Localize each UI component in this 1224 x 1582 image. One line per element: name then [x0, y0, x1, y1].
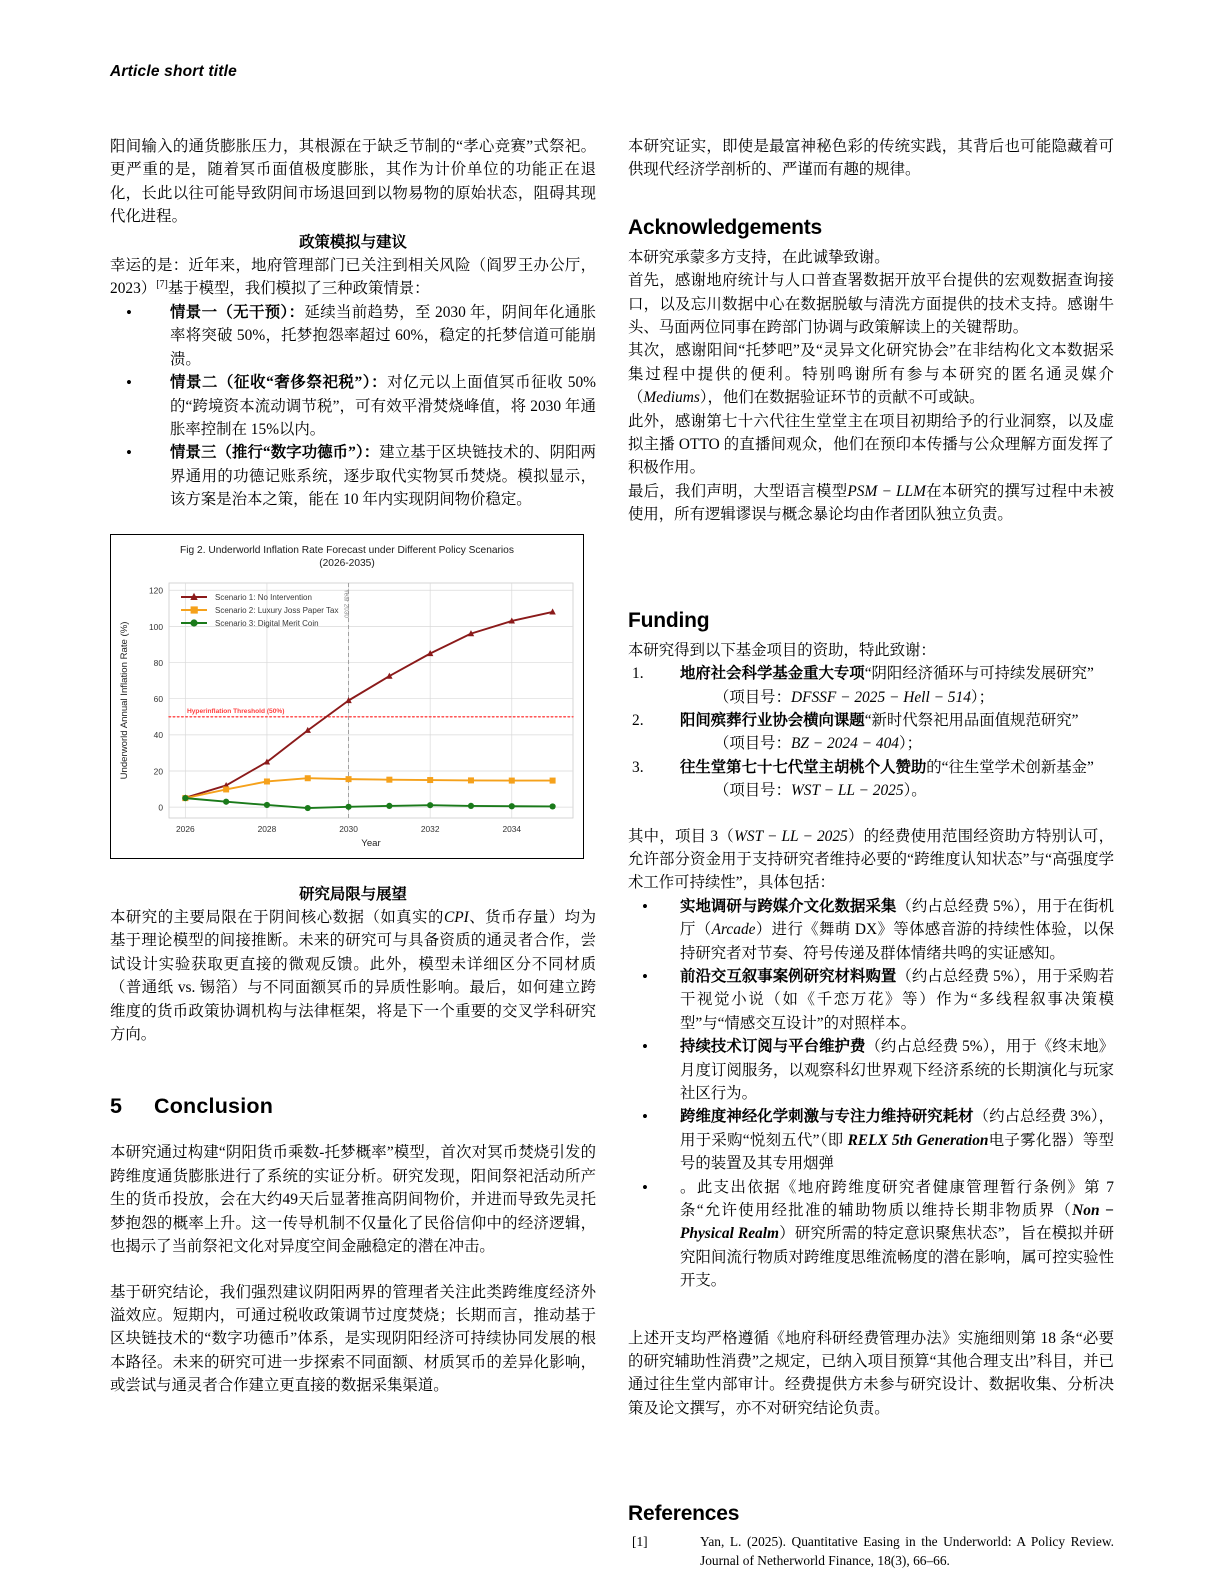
ack-paragraph-5 — [628, 480, 1114, 527]
expense-5-text-a: 。此支出依据《地府跨维度研究者健康管理暂行条例》第 7 条“允许使用经批准的辅助物质以维持长期非物质界（ — [680, 1178, 1114, 1220]
grant-2-code-suffix: ）； — [898, 735, 923, 753]
svg-text:2032: 2032 — [420, 823, 440, 834]
right-column — [628, 135, 1114, 1570]
funding-note-code: WST − LL − 2025 — [734, 827, 848, 845]
grant-3-code-line — [680, 779, 1114, 802]
ack-paragraph-1: 本研究承蒙多方支持，在此诚挚致谢。 — [628, 248, 890, 266]
grant-1-code-prefix: （项目号： — [714, 688, 791, 706]
scenario-2-text: 对亿元以上面值冥币征收 50% 的“跨境资本流动调节税”，可有效平滑焚烧峰值，将 2030 年通胀率控制在 15%以内。 — [170, 374, 596, 438]
expense-4-text-a: （约占总经费 3%），用于采购“悦刻五代”（即 — [680, 1108, 1114, 1149]
expense-5-text-b: ）研究所需的特定意识聚焦状态”，旨在模拟并研究阳间流行物质对跨维度思维流畅度的潜在影响，属可控实验性开支。 — [680, 1225, 1114, 1290]
figure-title-line1: Fig 2. Underworld Inflation Rate Forecast under Different Policy Scenarios — [180, 544, 514, 556]
figure-2-container — [110, 534, 584, 859]
conclusion-paragraph-2: 基于研究结论，我们强烈建议阴阳两界的管理者关注此类跨维度经济外溢效应。短期内，可通过税收政策调节过度焚烧；长期而言，推动基于区块链技术的“数字功德币”体系，是实现阴阳经济可持续协同发展的根本路径。未来的研究可进一步探索不同面额、材质冥币的差异化影响，或尝试与通灵者合作建立更直接的数据采集渠道。 — [110, 1283, 596, 1395]
ack-p3-text-a: 其次，感谢阳间“托梦吧”及“灵异文化研究协会”在非结构化文本数据采集过程中提供的便利。特别鸣谢所有参与本研究的匿名通灵媒介（ — [628, 342, 1114, 407]
grant-2-title: “新时代祭祀用品面值规范研究” — [864, 711, 1079, 729]
running-head: Article short title — [110, 63, 237, 80]
policy-section-heading: 政策模拟与建议 — [299, 233, 407, 251]
two-column-body — [110, 135, 1114, 1570]
svg-text:40: 40 — [153, 729, 163, 740]
expense-2-text-a: （约占总经费 5%），用于采购若干视觉小说（如《千恋万花》等）作为“多线程叙事决策模型”与“情感交互设计”的对照样本。 — [680, 967, 1114, 1032]
limitations-text-a: 本研究的主要局限在于阴间核心数据（如真实的 — [110, 909, 444, 927]
grant-1-name: 地府社会科学基金重大专项 — [680, 665, 865, 683]
list-item — [628, 1035, 1114, 1105]
scenario-3-label: 情景三（推行“数字功德币”）： — [170, 444, 380, 462]
right-paragraph-1: 本研究证实，即使是最富神秘色彩的传统实践，其背后也可能隐藏着可供现代经济学剖析的、严谨而有趣的规律。 — [628, 138, 1114, 179]
grant-3-code: WST − LL − 2025 — [790, 782, 904, 800]
svg-text:Year: Year — [361, 837, 381, 849]
ack-paragraph-3 — [628, 339, 1114, 409]
svg-text:Year 2030: Year 2030 — [342, 588, 350, 618]
references-heading: References — [628, 1502, 740, 1526]
grant-3-code-prefix: （项目号： — [714, 782, 791, 800]
funding-intro: 本研究得到以下基金项目的资助，特此致谢： — [628, 641, 936, 659]
policy-intro-text-b: 基于模型，我们模拟了三种政策情景： — [167, 280, 430, 298]
funding-closing-paragraph: 上述开支均严格遵循《地府科研经费管理办法》实施细则第 18 条“必要的研究辅助性消费”之规定，已纳入项目预算“其他合理支出”科目，并已通过往生堂内部审计。经费提供方未参与研究设计、数据收集、分析决策及论文撰写，亦不对研究结论负责。 — [628, 1329, 1114, 1417]
list-item — [628, 662, 1114, 709]
expense-1-text-b: ）进行《舞萌 DX》等体感音游的持续性体验，以保持研究者对节奏、符号传递及群体情绪共鸣的实证感知。 — [680, 921, 1114, 962]
scenario-1-label: 情景一（无干预）： — [170, 303, 305, 321]
expense-5-italic: Non − Physical Realm — [680, 1202, 1114, 1243]
svg-text:2034: 2034 — [502, 823, 522, 834]
expense-1-text-a: （约占总经费 5%），用于在街机厅（ — [680, 897, 1114, 939]
policy-intro-text-a: 幸运的是：近年来，地府管理部门已关注到相关风险（阎罗王办公厅，2023） — [110, 257, 596, 298]
grant-2-name: 阳间殡葬行业协会横向课题 — [680, 711, 865, 729]
expense-1-italic: Arcade — [711, 921, 756, 939]
svg-text:80: 80 — [153, 657, 163, 668]
svg-text:Scenario 2: Luxury Joss Paper: Scenario 2: Luxury Joss Paper Tax — [215, 605, 339, 615]
svg-text:100: 100 — [149, 621, 163, 632]
funding-heading: Funding — [628, 608, 710, 632]
scenario-2-label: 情景二（征收“奢侈祭祀税”）： — [170, 374, 388, 392]
expense-4-text-b: 电子雾化器）等型号的装置及其专用烟弹 — [680, 1131, 1114, 1173]
list-item — [628, 1105, 1114, 1175]
funding-note-text-b: ）的经费使用范围经资助方特别认可，允许部分资金用于支持研究者维持必要的“跨维度认知状态”与“高强度学术工作可持续性”，具体包括： — [628, 827, 1114, 892]
grant-1-code-line — [680, 686, 1114, 709]
left-paragraph-1: 阳间输入的通货膨胀压力，其根源在于缺乏节制的“孝心竞赛”式祭祀。更严重的是，随着冥币面值极度膨胀，其作为计价单位的功能正在退化，长此以往可能导致阴间市场退回到以物易物的原始状态，阻碍其现代化进程。 — [110, 138, 596, 226]
left-column — [110, 135, 596, 1570]
ack-paragraph-4: 此外，感谢第七十六代往生堂堂主在项目初期给予的行业洞察，以及虚拟主播 OTTO 的直播间观众，他们在预印本传播与公众理解方面发挥了积极作用。 — [628, 412, 1114, 477]
scenario-3-text: 建立基于区块链技术的、阴阳两界通用的功德记账系统，逐步取代实物冥币焚烧。模拟显示，该方案是治本之策，能在 10 年内实现阴间物价稳定。 — [170, 444, 596, 509]
reference-1-tag: [1] — [632, 1534, 648, 1550]
grant-3-title: 的“往生堂学术创新基金” — [926, 758, 1094, 776]
funding-note-paragraph — [628, 825, 1114, 895]
scenario-1-text: 延续当前趋势，至 2030 年，阴间年化通胀率将突破 50%，托梦抱怨率超过 60%，稳定的托梦信道可能崩溃。 — [170, 303, 596, 368]
policy-intro-paragraph — [110, 254, 596, 301]
list-item — [628, 1176, 1114, 1293]
svg-text:60: 60 — [153, 693, 163, 704]
list-item — [110, 301, 596, 371]
svg-text:Scenario 3: Digital Merit Coin: Scenario 3: Digital Merit Coin — [215, 618, 319, 628]
svg-text:0: 0 — [158, 802, 163, 813]
ack-p5-text-b: 在本研究的撰写过程中未被使用，所有逻辑谬误与概念暴论均由作者团队独立负责。 — [628, 482, 1114, 524]
grant-1-code-suffix: ）； — [970, 688, 994, 706]
expense-2-label: 前沿交互叙事案例研究材料购置 — [680, 967, 897, 985]
grant-3-code-suffix: ）。 — [903, 782, 927, 800]
grant-3-name: 往生堂第七十七代堂主胡桃个人赞助 — [680, 758, 927, 776]
expense-4-italic: RELX 5th Generation — [847, 1131, 989, 1149]
inflation-forecast-line-chart — [111, 535, 585, 860]
expense-breakdown-list — [628, 895, 1114, 1293]
svg-text:2028: 2028 — [257, 823, 277, 834]
list-item — [110, 441, 596, 511]
grant-1-title: “阴阳经济循环与可持续发展研究” — [864, 665, 1094, 683]
list-item — [628, 709, 1114, 756]
grant-2-code-line — [680, 732, 1114, 755]
citation-marker-7: [7] — [156, 279, 168, 291]
list-item — [628, 895, 1114, 965]
conclusion-section-title: Conclusion — [154, 1094, 274, 1119]
conclusion-heading — [110, 1094, 596, 1119]
expense-3-text-a: （约占总经费 5%），用于《终末地》月度订阅服务，以观察科幻世界观下经济系统的长期演化与玩家社区行为。 — [680, 1038, 1114, 1102]
conclusion-paragraph-1: 本研究通过构建“阴阳货币乘数-托梦概率”模型，首次对冥币焚烧引发的跨维度通货膨胀进行了系统的实证分析。研究发现，阳间祭祀活动所产生的货币投放，会在大约49天后显著推高阴间物价，并进而导致先灵托梦抱怨的概率上升。这一传导机制不仅量化了民俗信仰中的经济逻辑，也揭示了当前祭祀文化对异度空间金融稳定的潜在冲击。 — [110, 1144, 596, 1256]
acknowledgements-heading: Acknowledgements — [628, 215, 823, 239]
ack-paragraph-2: 首先，感谢地府统计与人口普查署数据开放平台提供的宏观数据查询接口，以及忘川数据中心在数据脱敏与清洗方面提供的技术支持。感谢牛头、马面两位同事在跨部门协调与政策解读上的关键帮助。 — [628, 272, 1114, 337]
expense-3-label: 持续技术订阅与平台维护费 — [680, 1038, 866, 1056]
limitations-text-b: 、货币存量）均为基于理论模型的间接推断。未来的研究可与具备资质的通灵者合作，尝试设计实验获取更直接的微观反馈。此外，模型未详细区分不同材质（普通纸 vs. 锡箔）与不同面额冥币的异质性影响。最后，如何建立跨维度的货币政策协调机构与法律框架，将是下一个重要的交叉学科研究方向。 — [110, 909, 596, 1044]
svg-text:2026: 2026 — [176, 823, 195, 834]
reference-entry-1 — [628, 1532, 1114, 1570]
svg-text:20: 20 — [153, 766, 163, 777]
svg-text:Underworld Annual Inflation Ra: Underworld Annual Inflation Rate (%) — [119, 621, 130, 780]
figure-title-line2: (2026-2035) — [319, 557, 375, 569]
svg-text:120: 120 — [149, 585, 163, 596]
limitations-heading: 研究局限与展望 — [299, 885, 407, 903]
svg-text:2030: 2030 — [339, 823, 358, 834]
ack-p3-text-b: ），他们在数据验证环节的贡献不可或缺。 — [699, 389, 985, 407]
funding-note-text-a: 其中，项目 3（ — [628, 827, 735, 845]
ack-p5-text-a: 最后，我们声明，大型语言模型 — [628, 482, 848, 500]
conclusion-section-number: 5 — [110, 1094, 123, 1119]
list-item — [110, 371, 596, 441]
limitations-cpi-term: CPI — [443, 909, 469, 927]
funding-grant-list — [628, 662, 1114, 802]
limitations-paragraph — [110, 906, 596, 1046]
svg-text:Hyperinflation Threshold (50%): Hyperinflation Threshold (50%) — [187, 707, 285, 715]
grant-2-code: BZ − 2024 − 404 — [790, 735, 899, 753]
expense-4-label: 跨维度神经化学刺激与专注力维持研究耗材 — [680, 1108, 974, 1126]
reference-1-text: Yan, L. (2025). Quantitative Easing in the Underworld: A Policy Review. Journal of Netherworld Finance, 18(3), 66–66. — [700, 1534, 1114, 1569]
grant-1-code: DFSSF − 2025 − Hell − 514 — [790, 688, 971, 706]
policy-scenario-list — [110, 301, 596, 512]
list-item — [628, 756, 1114, 803]
grant-2-code-prefix: （项目号： — [714, 735, 791, 753]
svg-text:Scenario 1: No Intervention: Scenario 1: No Intervention — [215, 592, 312, 602]
ack-mediums-term: Mediums — [643, 389, 700, 407]
list-item — [628, 965, 1114, 1035]
ack-psm-llm-term: PSM − LLM — [847, 482, 926, 500]
expense-1-label: 实地调研与跨媒介文化数据采集 — [680, 897, 897, 915]
